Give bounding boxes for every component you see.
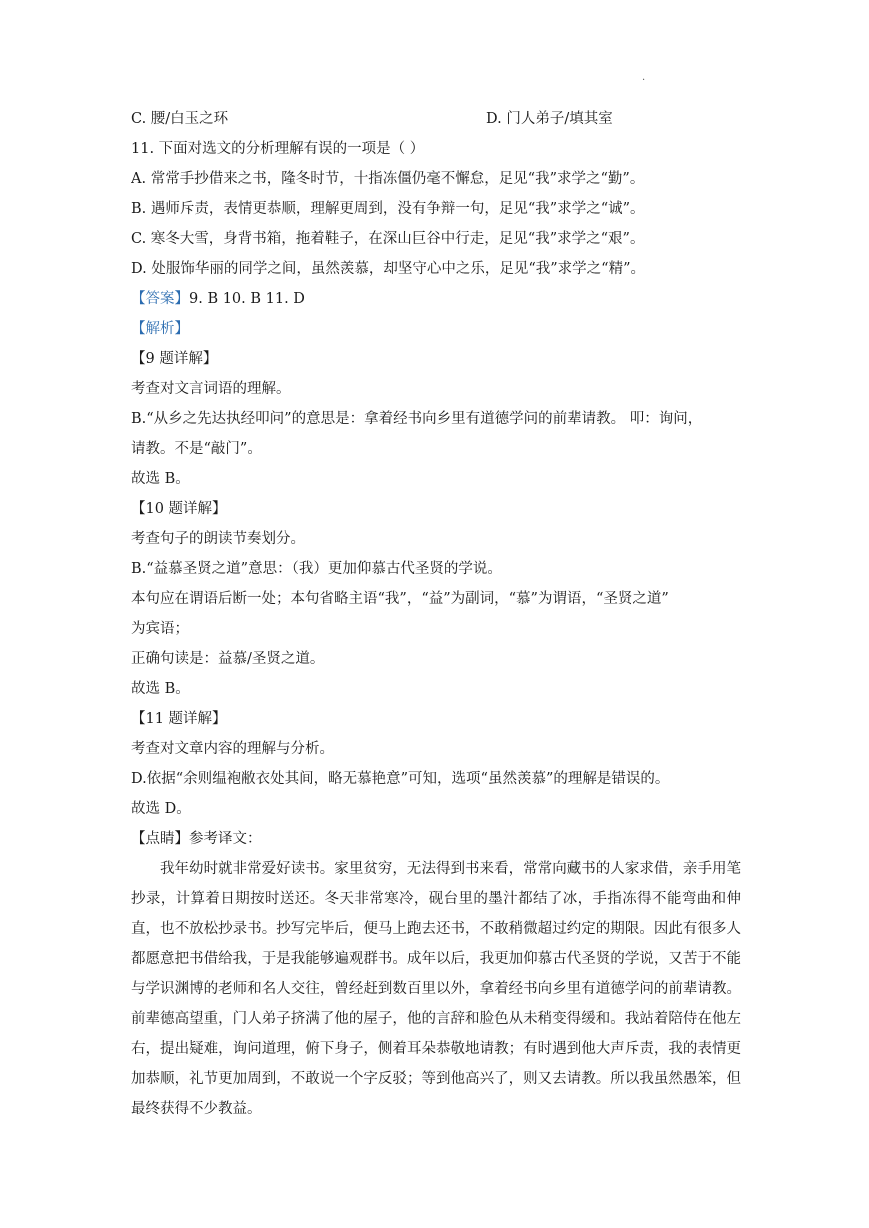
translation-paragraph: 我年幼时就非常爱好读书。家里贫穷，无法得到书来看，常常向藏书的人家求借，亲手用笔抄录，计算着日期按时送还。冬天非常寒冷，砚台里的墨汁都结了冰，手指冻得不能弯曲和伸直，也不放松抄录书。抄写完毕后，便马上跑去还书，不敢稍微超过约定的期限。因此有很多人都愿意把书借给我，于是我能够遍观群书。成年以后，我更加仰慕古代圣贤的学说，又苦于不能与学识渊博的老师和名人交往，曾经赶到数百里以外，拿着经书向乡里有道德学问的前辈请教。前辈德高望重，门人弟子挤满了他的屋子，他的言辞和脸色从未稍变得缓和。我站着陪侍在他左右，提出疑难，询问道理，俯下身子，侧着耳朵恭敬地请教；有时遇到他大声斥责，我的表情更加恭顺，礼节更加周到，不敢说一个字反驳；等到他高兴了，则又去请教。所以我虽然愚笨，但最终获得不少教益。 — [131, 861, 741, 1117]
options-row-cd — [131, 104, 741, 134]
page-mark: . — [642, 72, 646, 83]
q11-detail-header: 【11 题详解】 — [131, 711, 227, 727]
note-text: 参考译文： — [189, 831, 262, 847]
q10-line-3: 本句应在谓语后断一处；本句省略主语“我”，“益”为副词，“慕”为谓语，“圣贤之道” — [131, 591, 669, 607]
note-label: 【点睛】 — [131, 831, 189, 847]
answer-label: 【答案】 — [131, 291, 189, 307]
q11-option-a: A. 常常手抄借来之书，隆冬时节，十指冻僵仍毫不懈怠，足见“我”求学之“勤”。 — [131, 171, 645, 187]
q11-detail-line-1: 考查对文章内容的理解与分析。 — [131, 741, 334, 757]
q11-option-b: B. 遇师斥责，表情更恭顺，理解更周到，没有争辩一句，足见“我”求学之“诚”。 — [131, 201, 645, 217]
analysis-label: 【解析】 — [131, 321, 189, 337]
q11-option-d: D. 处服饰华丽的同学之间，虽然羡慕，却坚守心中之乐，足见“我”求学之“精”。 — [131, 261, 645, 277]
note-line — [131, 824, 741, 854]
q9-line-2: B.“从乡之先达执经叩问”的意思是：拿着经书向乡里有道德学问的前辈请教。 叩：询问， — [131, 411, 703, 427]
q11-stem: 11. 下面对选文的分析理解有误的一项是（ ） — [131, 141, 425, 157]
q9-line-1: 考查对文言词语的理解。 — [131, 381, 291, 397]
q10-line-1: 考查句子的朗读节奏划分。 — [131, 531, 305, 547]
option-c: C. 腰/白玉之环 — [131, 111, 229, 127]
document-content — [131, 104, 741, 1124]
q9-line-4: 故选 B。 — [131, 471, 190, 487]
q10-line-4: 为宾语； — [131, 621, 189, 637]
answer-text: 9. B 10. B 11. D — [189, 291, 305, 307]
answer-line — [131, 284, 741, 314]
q9-line-3: 请教。不是“敲门”。 — [131, 441, 262, 457]
q11-detail-line-3: 故选 D。 — [131, 801, 191, 817]
q10-line-5: 正确句读是：益慕/圣贤之道。 — [131, 651, 325, 667]
q11-option-c: C. 寒冬大雪，身背书箱，拖着鞋子，在深山巨谷中行走，足见“我”求学之“艰”。 — [131, 231, 645, 247]
q10-header: 【10 题详解】 — [131, 501, 227, 517]
q10-line-6: 故选 B。 — [131, 681, 190, 697]
option-d: D. 门人弟子/填其室 — [486, 111, 613, 127]
q11-detail-line-2: D.依据“余则缊袍敝衣处其间，略无慕艳意”可知，选项“虽然羡慕”的理解是错误的。 — [131, 771, 670, 787]
q9-header: 【9 题详解】 — [131, 351, 218, 367]
q10-line-2: B.“益慕圣贤之道”意思：（我）更加仰慕古代圣贤的学说。 — [131, 561, 502, 577]
